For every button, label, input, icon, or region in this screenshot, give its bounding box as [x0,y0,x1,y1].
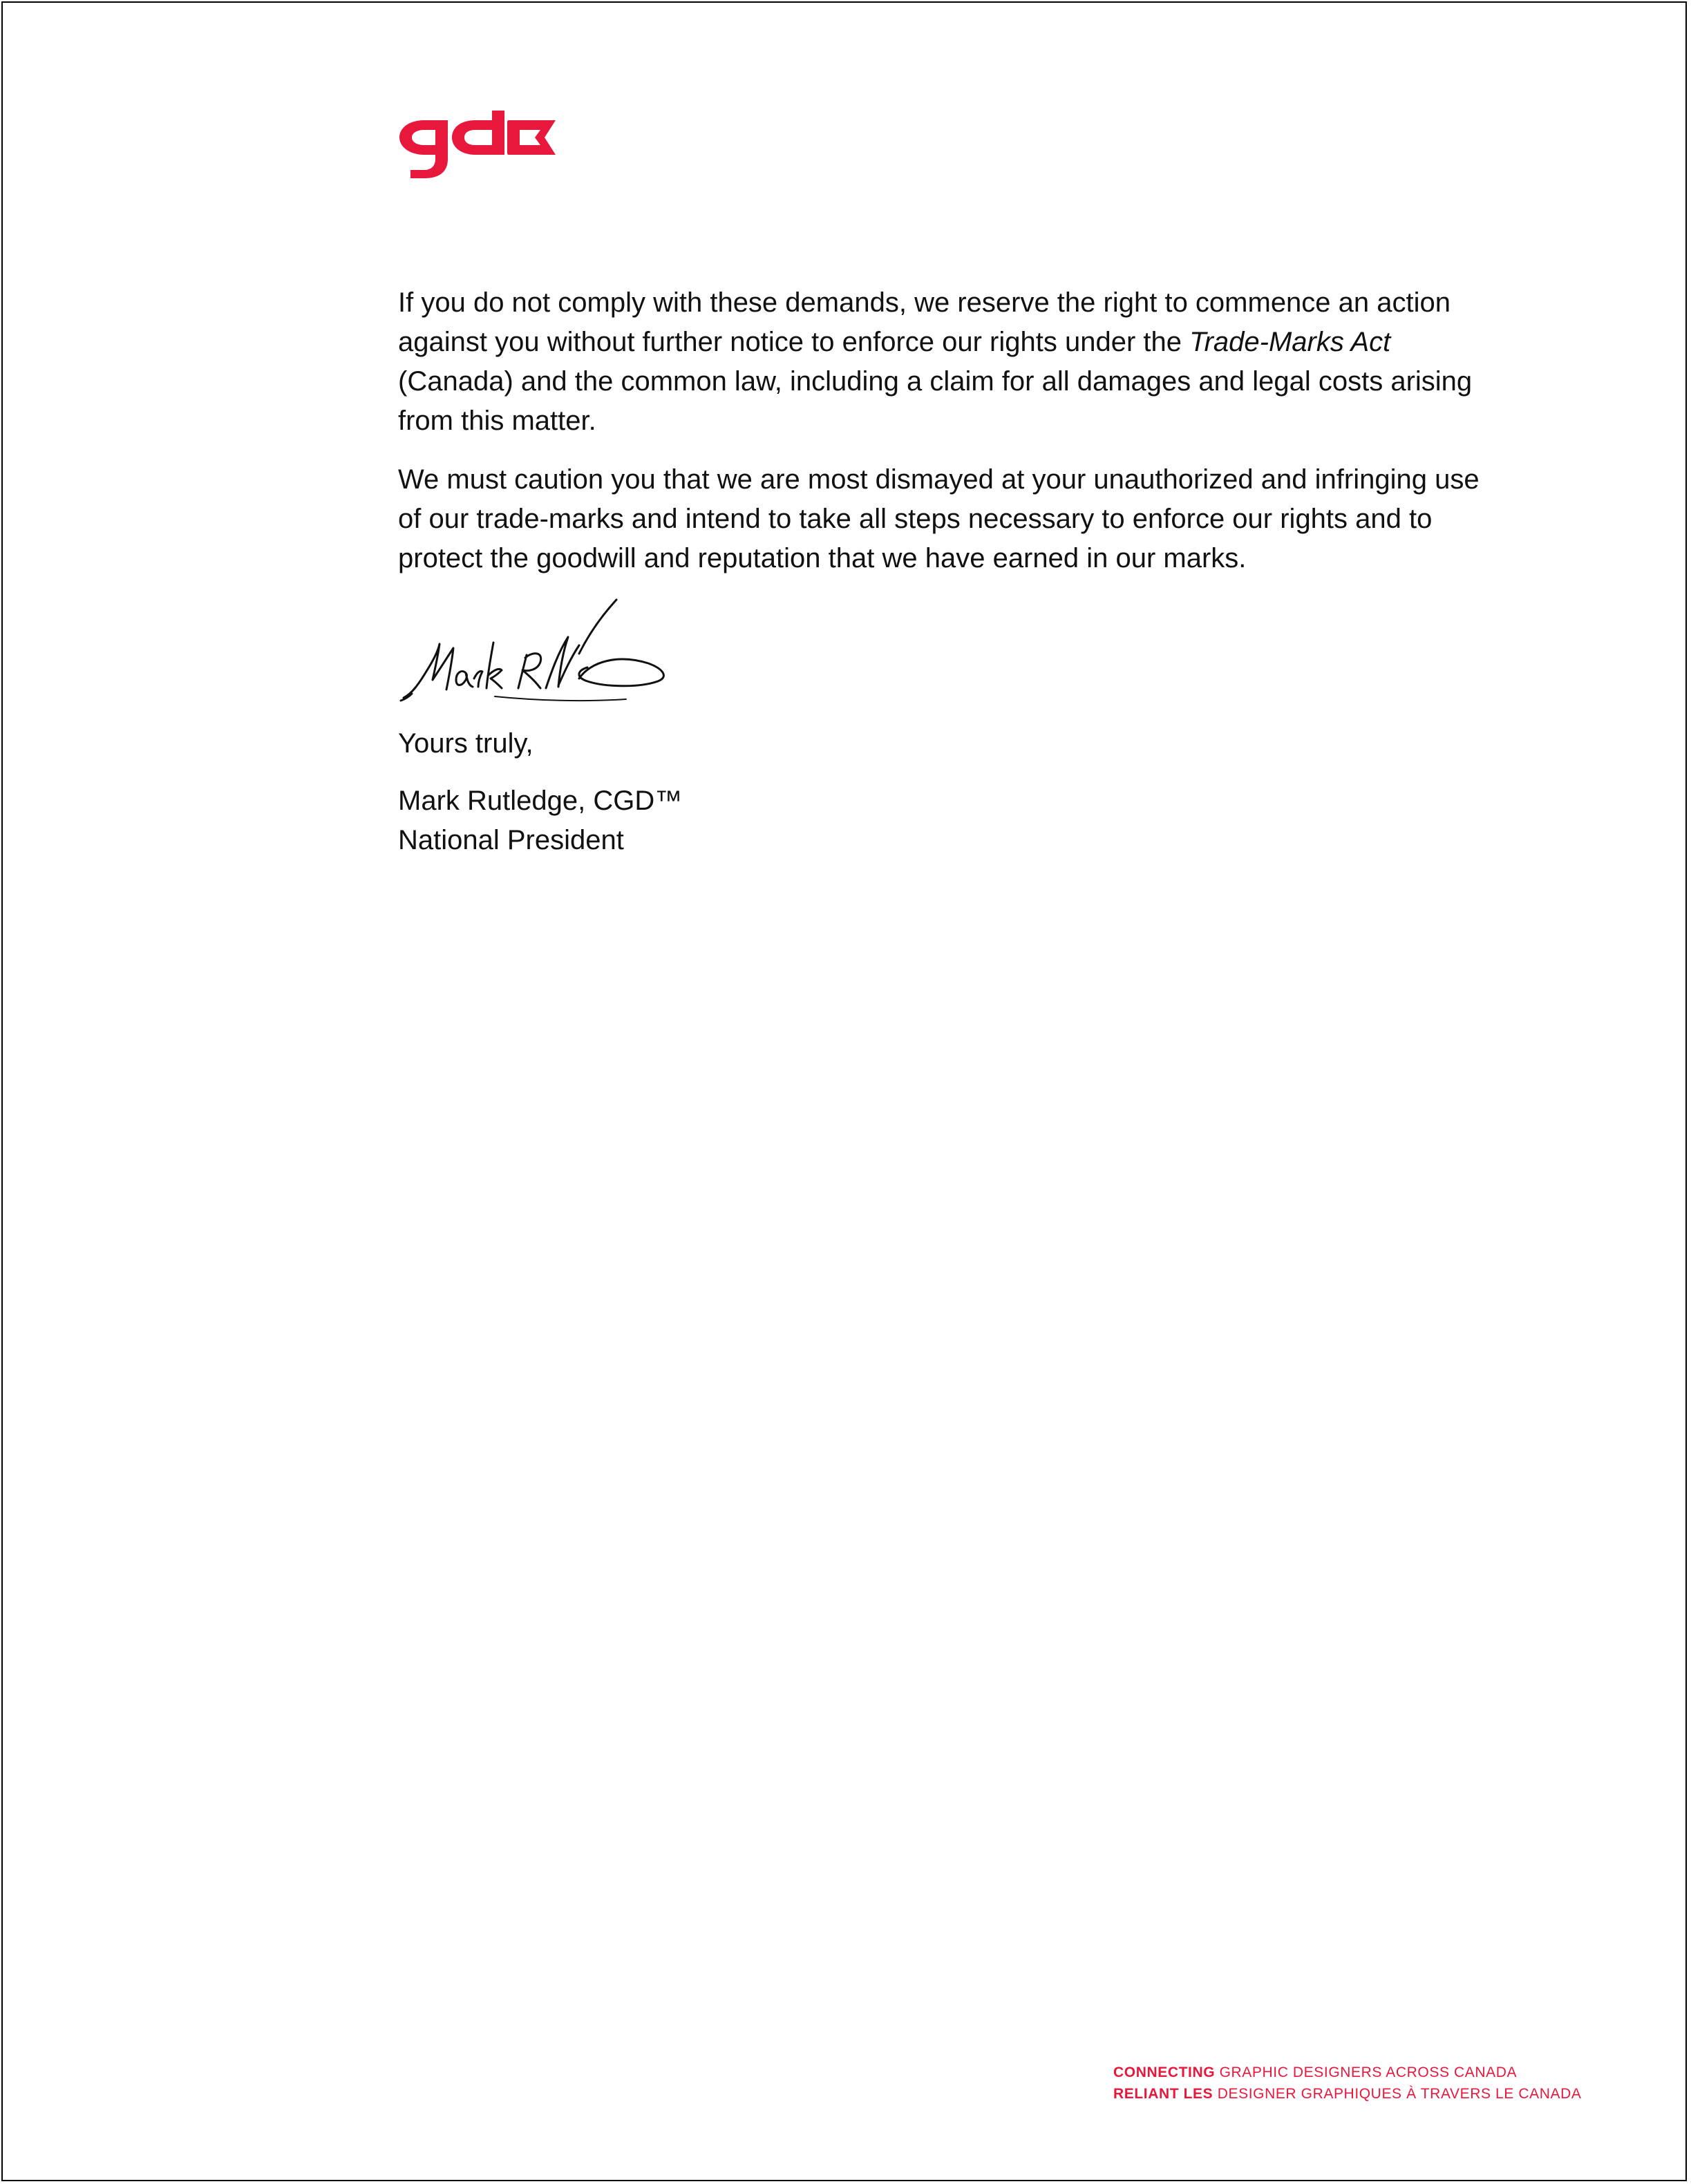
closing: Yours truly, [398,728,533,759]
footer-line-french-bold: RELIANT LES [1113,2086,1213,2102]
footer-line-english-bold: CONNECTING [1113,2064,1216,2080]
paragraph-legal-action [398,283,1497,441]
paragraph-caution: We must caution you that we are most dismayed at your unauthorized and infringing use of our trade-marks and intend to take all steps necessary to enforce our rights and to protect the goodwill and reputation that we have earned in our marks. [398,464,1480,573]
gdc-logo-icon [398,109,557,178]
paragraph-legal-action-text-start: If you do not comply with these demands, we reserve the right to commence an action against you without further notice to enforce our rights under the [398,287,1451,357]
paragraph-legal-action-text-end: (Canada) and the common law, including a claim for all damages and legal costs arising from this matter. [398,366,1473,436]
gdc-logo [398,109,557,178]
signatory-block [398,781,682,860]
footer-line-french [1113,2083,1581,2105]
footer-line-english-rest: GRAPHIC DESIGNERS ACROSS CANADA [1215,2064,1518,2080]
footer-line-french-rest: DESIGNER GRAPHIQUES À TRAVERS LE CANADA [1213,2086,1582,2102]
signatory-title: National President [398,825,624,855]
footer-line-english [1113,2062,1581,2083]
signature-icon [398,596,688,713]
footer-tagline [1113,2062,1581,2105]
act-name: Trade-Marks Act [1189,327,1391,357]
signatory-name: Mark Rutledge, CGD™ [398,786,683,816]
letter-body [398,283,1497,598]
